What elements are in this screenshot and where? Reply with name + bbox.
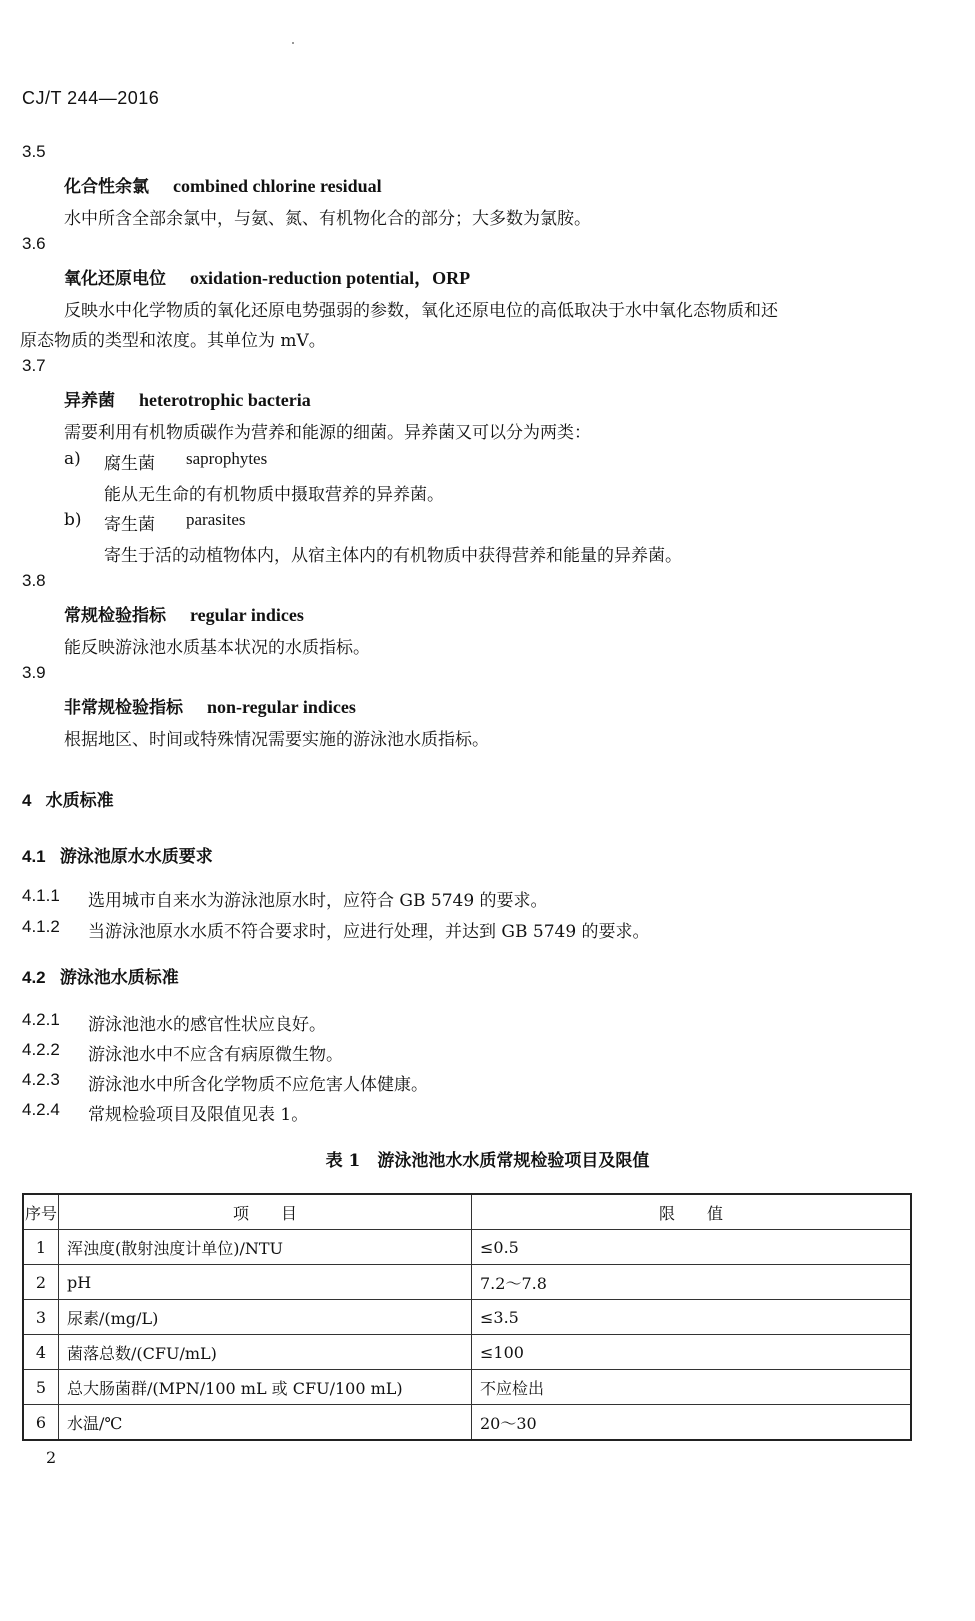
clause-text: 游泳池水中不应含有病原微生物。 <box>88 1045 343 1065</box>
term-definition: 根据地区、时间或特殊情况需要实施的游泳池水质指标。 <box>64 730 489 750</box>
list-item-label: a) <box>64 449 81 469</box>
cell-index: 2 <box>23 1265 59 1300</box>
section-title: 水质标准 <box>45 791 114 811</box>
cell-index: 6 <box>23 1405 59 1441</box>
clause-text: 选用城市自来水为游泳池原水时，应符合 GB 5749 的要求。 <box>88 891 548 911</box>
list-item-definition: 能从无生命的有机物质中摄取营养的异养菌。 <box>104 485 444 505</box>
term-heading <box>64 693 356 718</box>
table-row <box>23 1335 911 1370</box>
cell-index: 1 <box>23 1230 59 1265</box>
term-heading <box>64 264 470 290</box>
subsection-number: 4.1 <box>22 847 46 866</box>
term-zh: 常规检验指标 <box>64 606 166 626</box>
cell-limit: ≤0.5 <box>472 1230 912 1265</box>
term-definition: 水中所含全部余氯中，与氨、氮、有机物化合的部分；大多数为氯胺。 <box>64 209 591 229</box>
cell-limit: 20～30 <box>472 1405 912 1441</box>
term-definition: 反映水中化学物质的氧化还原电势强弱的参数，氧化还原电位的高低取决于水中氧化态物质和还 <box>64 301 778 321</box>
scan-speck <box>292 42 294 44</box>
clause-number: 3.8 <box>22 571 46 590</box>
term-heading <box>64 601 304 626</box>
clause-number: 4.2.4 <box>22 1100 60 1119</box>
term-zh: 异养菌 <box>64 391 115 411</box>
term-en: combined chlorine residual <box>173 176 382 196</box>
standard-header: CJ/T 244—2016 <box>22 88 160 108</box>
clause-number: 4.1.1 <box>22 886 60 905</box>
cell-item: 尿素/(mg/L) <box>59 1300 472 1335</box>
cell-index: 5 <box>23 1370 59 1405</box>
term-definition: 能反映游泳池水质基本状况的水质指标。 <box>64 638 370 658</box>
table-row <box>23 1230 911 1265</box>
list-item-label: b) <box>64 510 82 530</box>
table-row <box>23 1370 911 1405</box>
clause-number: 3.7 <box>22 356 46 375</box>
section-heading <box>22 786 114 811</box>
clause-number: 3.9 <box>22 663 46 682</box>
subsection-title: 游泳池水质标准 <box>59 968 179 988</box>
term-heading <box>64 386 311 411</box>
clause-text: 游泳池池水的感官性状应良好。 <box>88 1015 326 1035</box>
cell-limit: 7.2～7.8 <box>472 1265 912 1300</box>
subsection-heading <box>22 963 179 988</box>
list-item-term-en: saprophytes <box>186 449 268 468</box>
list-item-term-zh: 寄生菌 <box>104 515 155 535</box>
clause-number: 4.1.2 <box>22 917 60 936</box>
header-cell-limit: 限 值 <box>472 1194 912 1230</box>
clause-text: 常规检验项目及限值见表 1。 <box>88 1105 309 1125</box>
table-header-row <box>23 1194 911 1230</box>
term-zh: 非常规检验指标 <box>64 698 183 718</box>
term-heading <box>64 172 382 197</box>
water-quality-table <box>22 1193 912 1441</box>
table-title: 表 1 游泳池池水水质常规检验项目及限值 <box>325 1151 650 1171</box>
subsection-title: 游泳池原水水质要求 <box>59 847 213 867</box>
term-en: oxidation-reduction potential，ORP <box>190 268 471 288</box>
term-zh: 氧化还原电位 <box>64 269 166 289</box>
page-number: 2 <box>46 1448 57 1467</box>
subsection-heading <box>22 842 213 867</box>
table-row <box>23 1405 911 1441</box>
cell-index: 3 <box>23 1300 59 1335</box>
section-number: 4 <box>22 791 32 810</box>
term-en: heterotrophic bacteria <box>139 390 311 410</box>
term-zh: 化合性余氯 <box>64 177 149 197</box>
cell-item: 浑浊度(散射浊度计单位)/NTU <box>59 1230 472 1265</box>
term-en: non-regular indices <box>207 697 356 717</box>
table-row <box>23 1300 911 1335</box>
term-en: regular indices <box>190 605 304 625</box>
list-item-term-zh: 腐生菌 <box>104 454 155 474</box>
cell-item: 水温/℃ <box>59 1405 472 1441</box>
cell-index: 4 <box>23 1335 59 1370</box>
term-definition-cont: 原态物质的类型和浓度。其单位为 mV。 <box>20 331 326 351</box>
cell-limit: ≤100 <box>472 1335 912 1370</box>
cell-item: pH <box>59 1265 472 1300</box>
clause-number: 4.2.2 <box>22 1040 60 1059</box>
subsection-number: 4.2 <box>22 968 46 987</box>
clause-number: 3.6 <box>22 234 46 253</box>
cell-limit: 不应检出 <box>472 1370 912 1405</box>
list-item-term-en: parasites <box>186 510 246 529</box>
term-definition: 需要利用有机物质碳作为营养和能源的细菌。异养菌又可以分为两类： <box>64 423 591 443</box>
header-cell-index: 序号 <box>23 1194 59 1230</box>
clause-number: 4.2.3 <box>22 1070 60 1089</box>
clause-text: 游泳池水中所含化学物质不应危害人体健康。 <box>88 1075 428 1095</box>
table-row <box>23 1265 911 1300</box>
clause-number: 4.2.1 <box>22 1010 60 1029</box>
cell-limit: ≤3.5 <box>472 1300 912 1335</box>
cell-item: 总大肠菌群/(MPN/100 mL 或 CFU/100 mL) <box>59 1370 472 1405</box>
list-item-definition: 寄生于活的动植物体内，从宿主体内的有机物质中获得营养和能量的异养菌。 <box>104 546 682 566</box>
header-cell-item: 项 目 <box>59 1194 472 1230</box>
clause-number: 3.5 <box>22 142 46 161</box>
clause-text: 当游泳池原水水质不符合要求时，应进行处理，并达到 GB 5749 的要求。 <box>88 922 650 942</box>
cell-item: 菌落总数/(CFU/mL) <box>59 1335 472 1370</box>
